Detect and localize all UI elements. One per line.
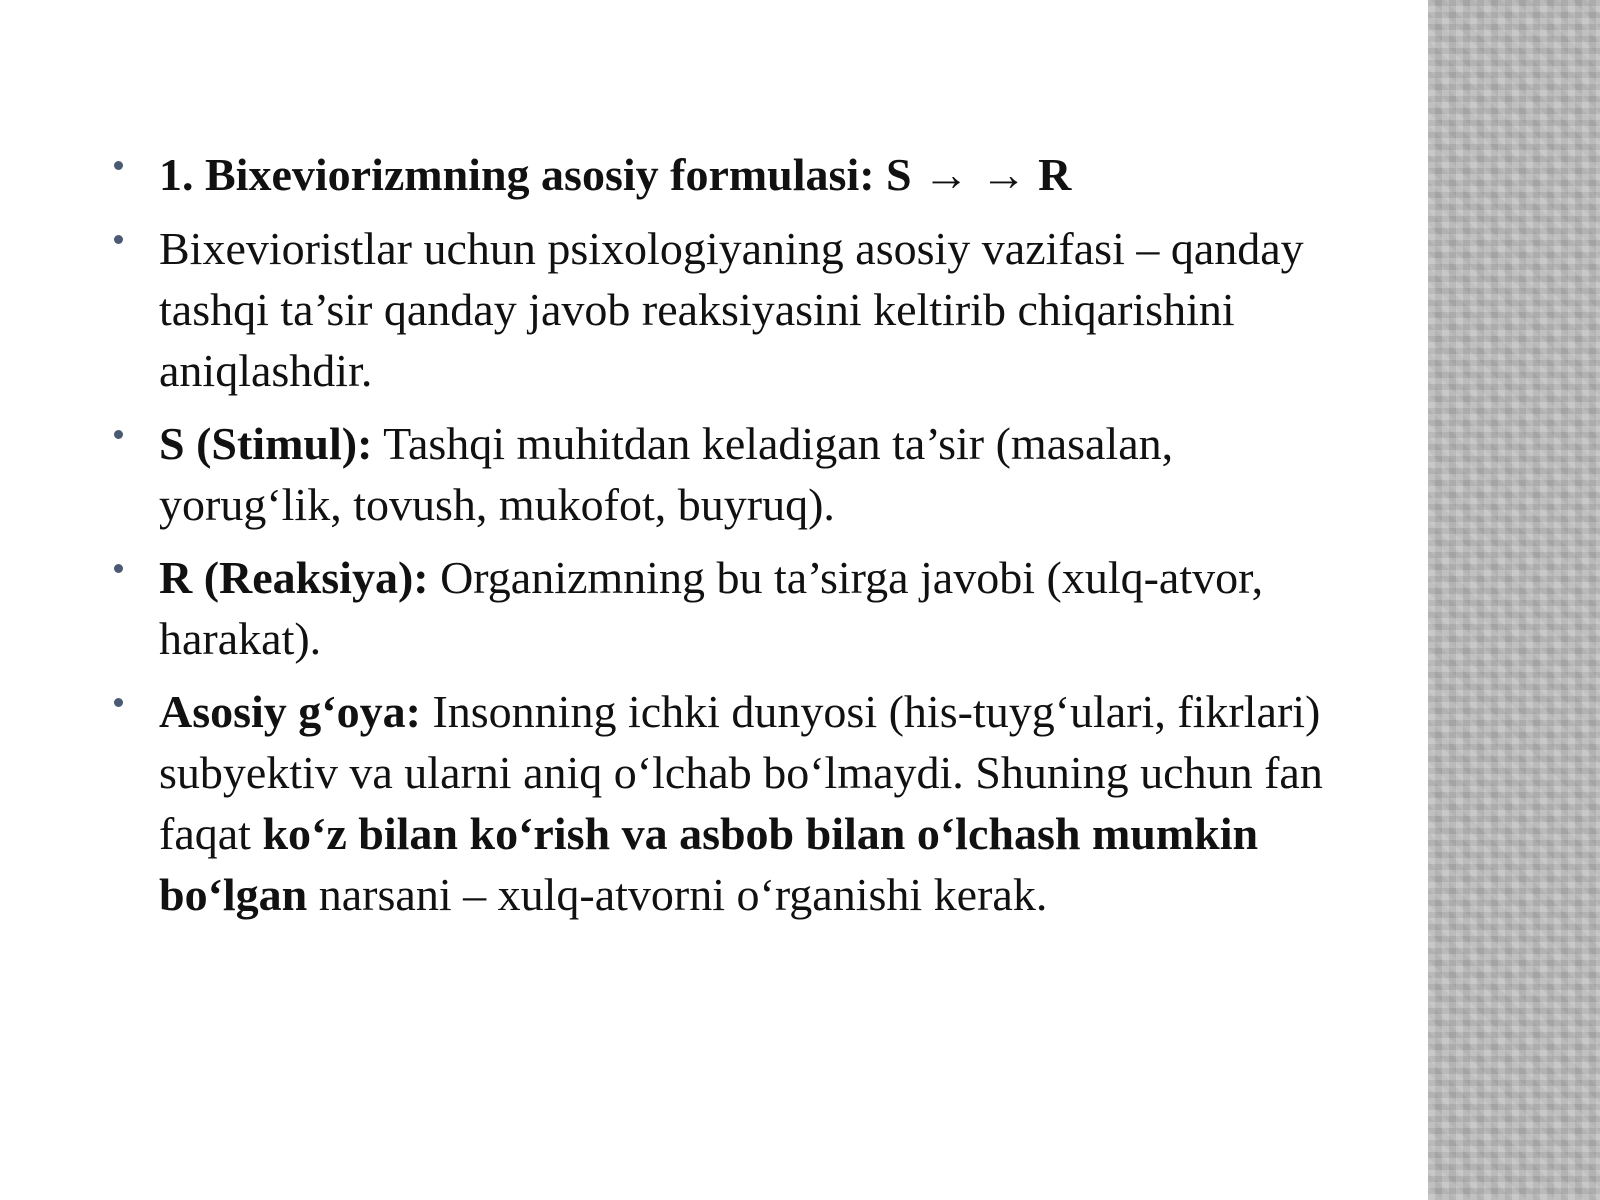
- bullet-dot-icon: [114, 161, 123, 170]
- main-idea-term: Asosiy g‘oya:: [159, 686, 421, 737]
- reaksiya-term: R (Reaksiya):: [159, 552, 429, 603]
- stimul-definition: Tashqi muhitdan keladigan ta’sir (masalan, yorug‘lik, tovush, mukofot, buyruq).: [159, 418, 1174, 530]
- bullet-stimul: [108, 413, 1358, 535]
- formula-heading: 1. Bixeviorizmning asosiy formulasi: S → → R: [159, 149, 1072, 200]
- stimul-term: S (Stimul):: [159, 418, 373, 469]
- bullet-main-idea: [108, 681, 1358, 925]
- bullet-dot-icon: [114, 564, 123, 573]
- reaksiya-definition: Organizmning bu ta’sirga javobi (xulq-atvor, harakat).: [159, 552, 1264, 664]
- bullet-dot-icon: [114, 235, 123, 244]
- bullet-list: [108, 144, 1358, 925]
- bullet-main-task: [108, 218, 1358, 401]
- bullet-reaksiya: [108, 547, 1358, 669]
- bullet-dot-icon: [114, 430, 123, 439]
- main-task-text: Bixevioristlar uchun psixologiyaning asosiy vazifasi – qanday tashqi ta’sir qanday javob reaksiyasini keltirib chiqarishini aniqlashdir.: [159, 223, 1304, 396]
- main-idea-text-end: narsani – xulq-atvorni o‘rganishi kerak.: [307, 869, 1048, 920]
- main-idea-text: Insonning ichki dunyosi (his-tuyg‘ulari, fikrlari) subyektiv va ularni aniq o‘lchab bo‘lmaydi. Shuning uchun fan faqat: [159, 686, 1323, 859]
- main-idea-emphasis: ko‘z bilan ko‘rish va asbob bilan o‘lchash mumkin bo‘lgan: [159, 808, 1259, 920]
- bullet-dot-icon: [114, 698, 123, 707]
- slide-content: [108, 144, 1358, 937]
- bullet-formula: [108, 144, 1358, 205]
- side-panel-texture: [1428, 0, 1600, 1200]
